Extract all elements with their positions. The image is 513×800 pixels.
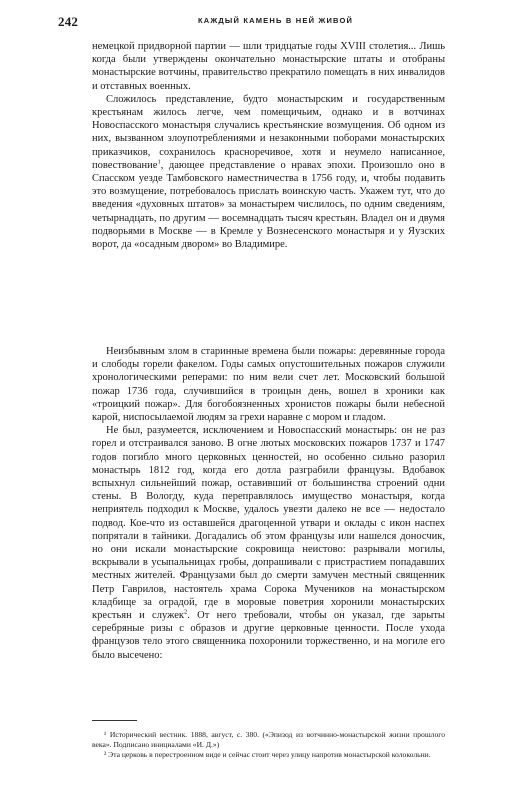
running-head: КАЖДЫЙ КАМЕНЬ В НЕЙ ЖИВОЙ bbox=[198, 16, 354, 25]
text-block-monastery-estates bbox=[92, 40, 445, 251]
footnotes bbox=[92, 730, 445, 760]
paragraph: Неизбывным злом в старинные времена были пожары: деревянные города и слободы горели факелом. Годы самых опустошительных пожаров служили хронологическими реперами: по ним вели счет лет. Московский большой пожар 1736 года, случившийся в троицын день, вошел в хроники как «троицкий пожар». Для богобоязненных хронистов пожары были небесной карой, ниспосылаемой людям за грехи наравне с мором и гладом. bbox=[92, 346, 445, 424]
paragraph bbox=[92, 93, 445, 251]
paragraph: немецкой придворной партии — шли тридцатые годы XVIII столетия... Лишь когда были утверждены окончательно монастырские штаты и отобраны монастырские вотчины, правительство прекратило помещать в них инвалидов и отставных военных. bbox=[92, 41, 445, 92]
footnote-ref: 1 bbox=[157, 158, 161, 166]
page-number: 242 bbox=[58, 14, 79, 29]
paragraph-text: Не был, разумеется, исключением и Новоспасский монастырь: он не раз горел и отстраивался заново. В огне лютых московских пожаров 1737 и 1747 годов погибло много церковных ценностей, но особенно сильно разорил монастырь 1812 год, когда его дотла разграбили французы. Вдобавок вспыхнул сильнейший пожар, оставивший от большинства строений одни стены. В Вологду, куда переправлялось имущество монастыря, когда неприятель подходил к Москве, удалось увезти далеко не все — недостало подвод. Кое-что из оставшейся драгоценной утвари и оклады с икон наспех попрятали в тайники. Догадались об этом французы или нашелся доносчик, но они искали монастырские сокровища неистово: разрывали могилы, вскрывали в усыпальницах гробы, допрашивали с пристрастием попадавших местных жителей. Французами был до смерти замучен местный священник Петр Гаврилов, настоятель храма Сорока Мучеников на монастырском кладбище за оградой, где в моровые поветрия хоронили монастырских крестьян и служек bbox=[92, 425, 445, 622]
paragraph-text: , дающее представление о нравах эпохи. Произошло оно в Спасском уезде Тамбовского наместничества в 1756 году, и, чтобы подавить это возмущение, потребовалось прислать воинскую часть. Укажем тут, что до введения «духовных штатов» за монастырем числилось, по одним сведениям, четырнадцать, по другим — восемнадцать тысяч крестьян. Владел он и двумя подворьями в Москве — в Кремле у Вознесенского монастыря и у Яузских ворот, да «осадным двором» во Владимире. bbox=[92, 159, 445, 251]
paragraph-text: . От него требовали, чтобы он указал, где зарыты серебряные ризы с образов и другие церковные ценности. После ухода французов тело этого священника похоронили торжественно, и на могиле его было высечено: bbox=[92, 610, 445, 661]
page-header bbox=[58, 14, 458, 28]
footnote-1: ¹ Исторический вестник. 1888, август, с. 380. («Эпизод из вотчинно-монастырской жизни прошлого века». Подписано инициалами «И. Д.») bbox=[92, 730, 445, 749]
footnote-divider bbox=[92, 720, 137, 721]
paragraph-text: Сложилось представление, будто монастырским и государственным крестьянам жилось легче, чем помещичьим, однако и в вотчинах Новоспасского монастыря случались крестьянские возмущения. Об одном из них, вызванном злоупотреблениями и незаконными поборами монастырских приказчиков, сохранилось красноречивое, хотя и неумело написанное, повествование bbox=[92, 93, 445, 171]
text-block-fires bbox=[92, 345, 445, 662]
paragraph bbox=[92, 424, 445, 662]
footnote-ref: 2 bbox=[183, 608, 188, 616]
footnote-2: ² Эта церковь в перестроенном виде и сейчас стоит через улицу напротив монастырской колокольни. bbox=[104, 750, 431, 759]
